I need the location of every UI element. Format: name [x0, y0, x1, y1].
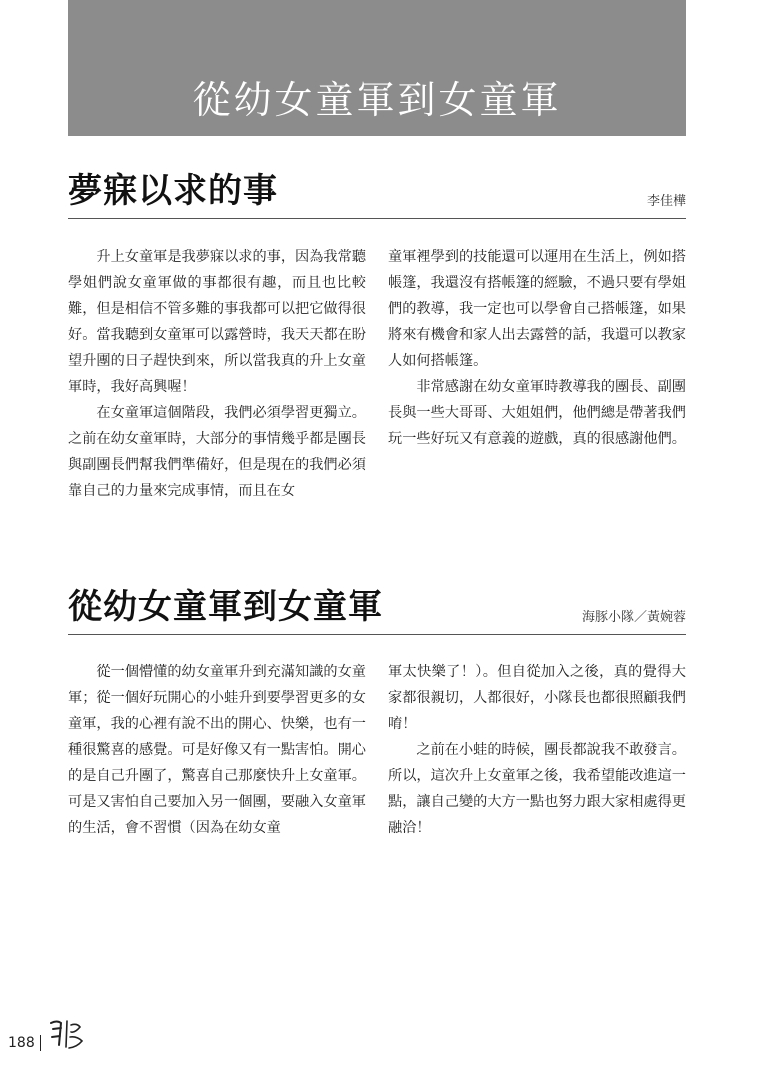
- calligraphy-logo-icon: [47, 1017, 87, 1051]
- paragraph: 童軍裡學到的技能還可以運用在生活上，例如搭帳篷，我還沒有搭帳篷的經驗，不過只要有學姐們的教導，我一定也可以學會自己搭帳篷，如果將來有機會和家人出去露營的話，我還可以教家人如何搭帳篷。: [388, 249, 686, 369]
- text-column-left: [68, 659, 366, 841]
- paragraph: 非常感謝在幼女童軍時教導我的團長、副團長與一些大哥哥、大姐姐們，他們總是帶著我們玩一些好玩又有意義的遊戲，真的很感謝他們。: [388, 379, 686, 447]
- paragraph: 之前在小蛙的時候，團長都說我不敢發言。所以，這次升上女童軍之後，我希望能改進這一點，讓自己變的大方一點也努力跟大家相處得更融洽！: [388, 742, 686, 836]
- section-banner: [68, 0, 686, 136]
- text-column-left: [68, 244, 366, 504]
- paragraph: 在女童軍這個階段，我們必須學習更獨立。之前在幼女童軍時，大部分的事情幾乎都是團長與副團長們幫我們準備好，但是現在的我們必須靠自己的力量來完成事情，而且在女: [68, 405, 366, 499]
- article-author: 李佳樺: [646, 194, 686, 209]
- text-column-right: [388, 659, 686, 841]
- paragraph: 軍太快樂了！）。但自從加入之後，真的覺得大家都很親切，人都很好，小隊長也都很照顧我們唷！: [388, 664, 686, 732]
- text-column-right: [388, 244, 686, 452]
- banner-title: 從幼女童軍到女童軍: [192, 78, 562, 122]
- article-title: 從幼女童軍到女童軍: [68, 587, 383, 627]
- article-header: [68, 578, 686, 635]
- article-author: 海豚小隊／黃婉蓉: [581, 610, 686, 625]
- page-number: 188: [8, 1035, 41, 1051]
- paragraph: 從一個懵懂的幼女童軍升到充滿知識的女童軍；從一個好玩開心的小蛙升到要學習更多的女童軍，我的心裡有說不出的開心、快樂，也有一種很驚喜的感覺。可是好像又有一點害怕。開心的是自己升團了，驚喜自己那麼快升上女童軍。可是又害怕自己要加入另一個團，要融入女童軍的生活，會不習慣（因為在幼女童: [68, 664, 366, 836]
- article-title: 夢寐以求的事: [68, 171, 278, 211]
- page-footer: [8, 1017, 87, 1051]
- paragraph: 升上女童軍是我夢寐以求的事，因為我常聽學姐們說女童軍做的事都很有趣，而且也比較難，但是相信不管多難的事我都可以把它做得很好。當我聽到女童軍可以露營時，我天天都在盼望升團的日子趕快到來，所以當我真的升上女童軍時，我好高興喔！: [68, 249, 366, 395]
- article-header: [68, 162, 686, 219]
